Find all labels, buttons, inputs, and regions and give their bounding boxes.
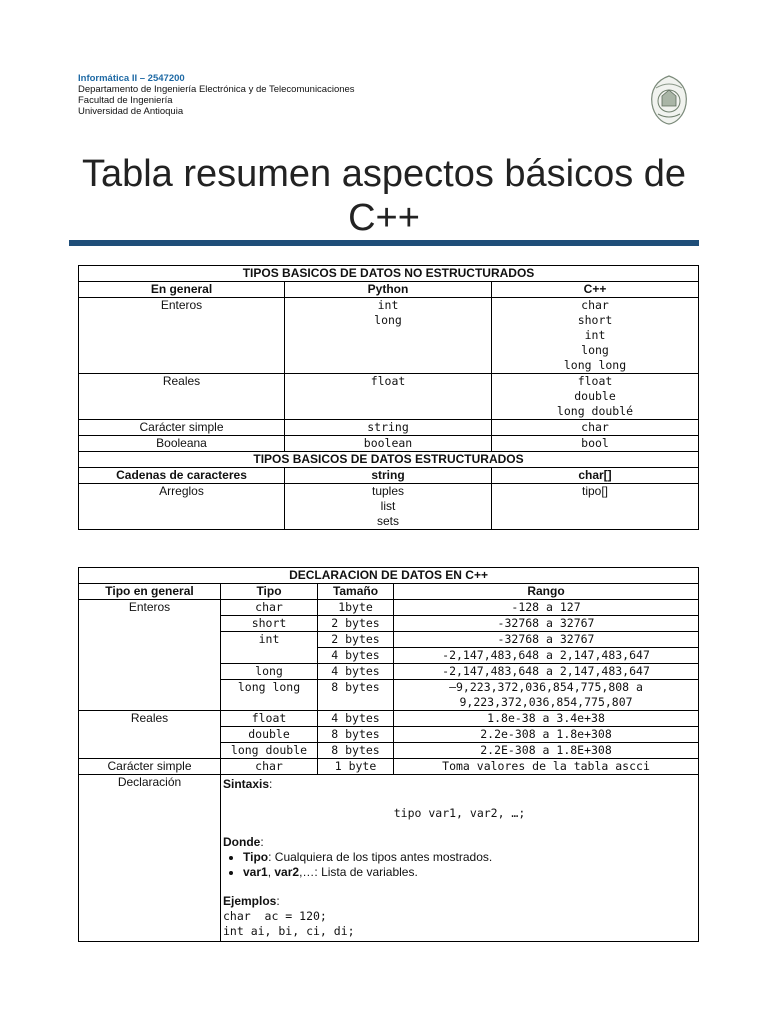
cpp-type: char — [581, 298, 609, 312]
bullet-text: : Cualquiera de los tipos antes mostrados. — [268, 850, 493, 864]
cpp-type: double — [574, 389, 616, 403]
document-header — [78, 73, 355, 117]
struct-heading: TIPOS BASICOS DE DATOS ESTRUCTURADOS — [79, 452, 699, 468]
title-divider — [69, 240, 699, 246]
range-cell: 1.8e-38 a 3.4e+38 — [394, 711, 699, 727]
size-cell: 8 bytes — [318, 743, 394, 759]
size-cell: 4 bytes — [318, 664, 394, 680]
range-cell: Toma valores de la tabla ascci — [394, 759, 699, 775]
range-cell: 2.2E-308 a 1.8E+308 — [394, 743, 699, 759]
bullet-term: var1 — [243, 865, 268, 879]
size-cell: 8 bytes — [318, 680, 394, 711]
declaration-heading: DECLARACION DE DATOS EN C++ — [79, 568, 699, 584]
python-type: sets — [376, 514, 399, 528]
table-row — [79, 775, 699, 942]
cpp-type: float — [577, 374, 613, 388]
cpp-cell: bool — [492, 436, 699, 452]
python-cell: string — [285, 420, 492, 436]
python-type: tuples — [371, 484, 405, 498]
col-cpp: C++ — [492, 282, 699, 298]
general-cell: Reales — [79, 374, 285, 420]
col-general: En general — [79, 282, 285, 298]
cpp-type: long doublé — [556, 404, 634, 418]
python-cell — [285, 298, 492, 374]
general-cell: Arreglos — [79, 484, 285, 530]
cpp-type: int — [584, 328, 606, 342]
faculty-name: Facultad de Ingeniería — [78, 95, 173, 106]
table-row — [79, 298, 699, 374]
col-tipo-general: Tipo en general — [79, 584, 221, 600]
department-name: Departamento de Ingeniería Electrónica y de Telecomunicaciones — [78, 84, 355, 95]
tipo-cell: long double — [221, 743, 318, 759]
course-name: Informática II – 2547200 — [78, 73, 185, 84]
table-row — [79, 374, 699, 420]
range-cell: -2,147,483,648 a 2,147,483,647 — [394, 664, 699, 680]
range-cell: -32768 a 32767 — [394, 616, 699, 632]
tipo-cell: long long — [221, 680, 318, 711]
bullet-term: var2 — [274, 865, 300, 879]
cpp-cell — [492, 298, 699, 374]
python-cell — [285, 374, 492, 420]
sintaxis-label: Sintaxis — [223, 777, 270, 791]
bullet-term: Tipo — [243, 850, 269, 864]
python-type: int — [377, 298, 399, 312]
list-item — [243, 865, 696, 880]
table-row — [79, 436, 699, 452]
table-row — [79, 759, 699, 775]
general-cell: Booleana — [79, 436, 285, 452]
example-line: char ac = 120; — [223, 909, 327, 923]
university-name: Universidad de Antioquia — [78, 106, 184, 117]
bullet-separator: , — [267, 865, 275, 879]
cpp-type: long — [581, 343, 609, 357]
col-tipo: Tipo — [221, 584, 318, 600]
python-cell — [285, 484, 492, 530]
cpp-cell: char — [492, 420, 699, 436]
size-cell: 1byte — [318, 600, 394, 616]
table-row — [79, 484, 699, 530]
size-cell: 2 bytes — [318, 616, 394, 632]
basic-types-table — [78, 265, 699, 530]
struct-col-cpp: char[] — [492, 468, 699, 484]
cpp-cell: tipo[] — [492, 484, 699, 530]
col-python: Python — [285, 282, 492, 298]
size-cell: 1 byte — [318, 759, 394, 775]
struct-col-python: string — [285, 468, 492, 484]
tipo-cell: double — [221, 727, 318, 743]
size-cell: 2 bytes — [318, 632, 394, 648]
python-type: long — [374, 313, 402, 327]
table-row — [79, 711, 699, 727]
cpp-cell — [492, 374, 699, 420]
group-reales: Reales — [79, 711, 221, 759]
col-tamano: Tamaño — [318, 584, 394, 600]
declaration-table — [78, 567, 699, 942]
tipo-cell: short — [221, 616, 318, 632]
range-cell: -32768 a 32767 — [394, 632, 699, 648]
col-rango: Rango — [394, 584, 699, 600]
ejemplos-label: Ejemplos — [223, 894, 277, 908]
table-row — [79, 600, 699, 616]
range-cell: 2.2e-308 a 1.8e+308 — [394, 727, 699, 743]
range-cell: -128 a 127 — [394, 600, 699, 616]
size-cell: 8 bytes — [318, 727, 394, 743]
tipo-cell: char — [221, 600, 318, 616]
range-cell: -2,147,483,648 a 2,147,483,647 — [394, 648, 699, 664]
tipo-cell: long — [221, 664, 318, 680]
tipo-cell: char — [221, 759, 318, 775]
general-cell: Carácter simple — [79, 420, 285, 436]
group-enteros: Enteros — [79, 600, 221, 711]
python-cell: boolean — [285, 436, 492, 452]
cpp-type: long long — [563, 358, 627, 372]
struct-col-general: Cadenas de caracteres — [79, 468, 285, 484]
no-struct-heading: TIPOS BASICOS DE DATOS NO ESTRUCTURADOS — [79, 266, 699, 282]
donde-label: Donde — [223, 835, 261, 849]
tipo-cell: float — [221, 711, 318, 727]
table-row — [79, 420, 699, 436]
cpp-type: short — [577, 313, 613, 327]
bullet-text: ,…: Lista de variables. — [299, 865, 418, 879]
size-cell: 4 bytes — [318, 711, 394, 727]
range-cell: –9,223,372,036,854,775,808 a 9,223,372,036,854,775,807 — [394, 680, 699, 711]
tipo-cell: int — [221, 632, 318, 664]
group-caracter: Carácter simple — [79, 759, 221, 775]
list-item — [243, 850, 696, 865]
general-cell: Enteros — [79, 298, 285, 374]
university-seal-logo — [648, 74, 690, 126]
python-type: list — [380, 499, 396, 513]
python-type: float — [370, 374, 406, 388]
syntax-text: tipo var1, var2, …; — [393, 806, 526, 820]
page-title: Tabla resumen aspectos básicos de C++ — [81, 153, 687, 239]
declaration-cell: Sintaxis: tipo var1, var2, …; Donde: • Tipo: Cualquiera de los tipos antes mostrados. • var1, var2,…: Lista de variables. Ejemplos: char ac = 120; int ai, bi, ci, di; — [221, 775, 699, 942]
size-cell: 4 bytes — [318, 648, 394, 664]
example-line: int ai, bi, ci, di; — [223, 924, 355, 938]
group-declaracion: Declaración — [79, 775, 221, 942]
